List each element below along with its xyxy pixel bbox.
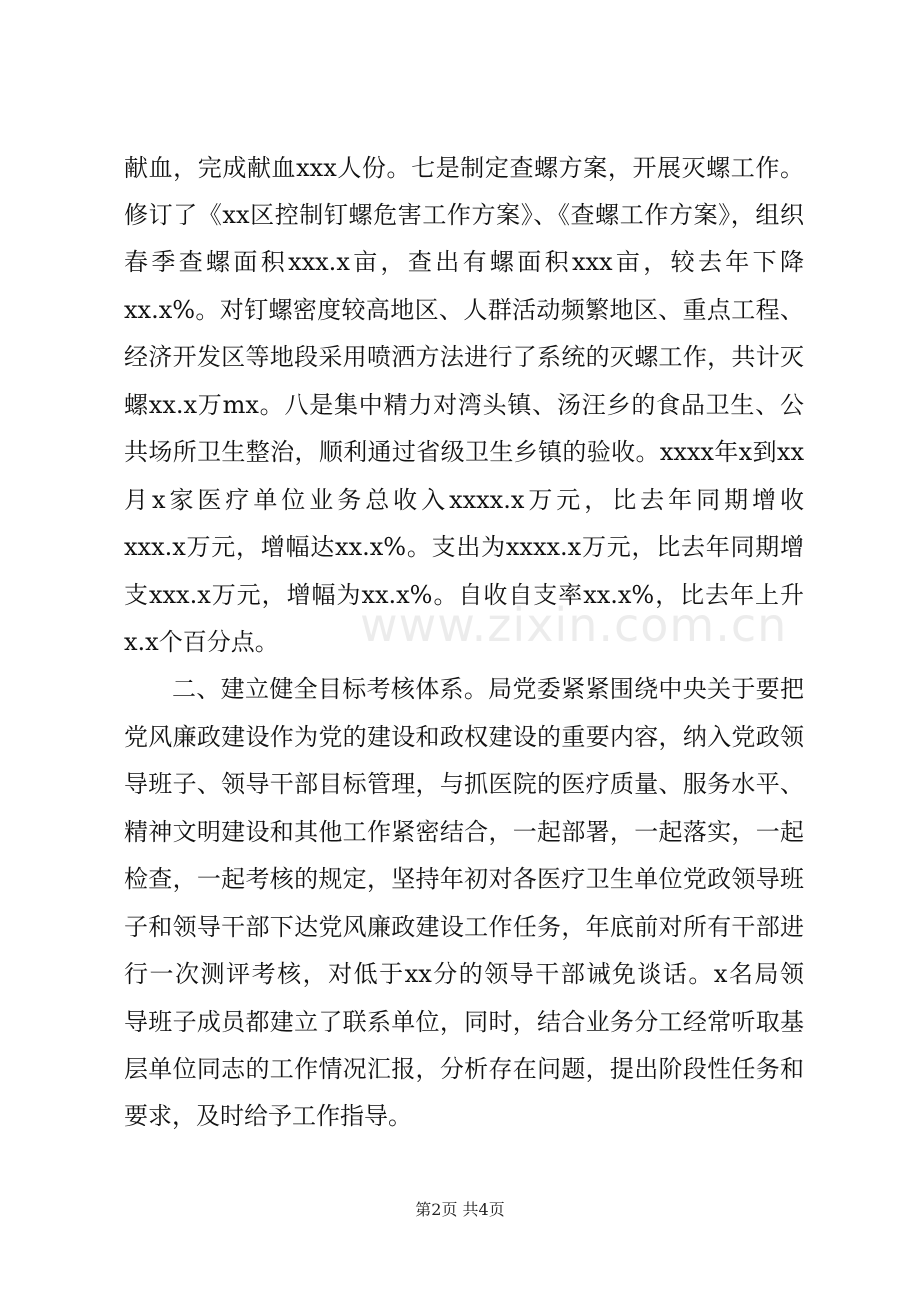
body-line: 行一次测评考核，对低于xx分的领导干部诫免谈话。x名局领 (124, 960, 804, 988)
body-line: x.x个百分点。 (124, 628, 279, 656)
body-line: 要求，及时给予工作指导。 (124, 1102, 412, 1130)
body-line: 精神文明建设和其他工作紧密结合，一起部署，一起落实，一起 (124, 818, 804, 846)
page-number-footer: 第2页 共4页 (415, 1200, 505, 1219)
body-line: 月x家医疗单位业务总收入xxxx.x万元，比去年同期增收 (124, 486, 804, 514)
body-line: 献血，完成献血xxx人份。七是制定查螺方案，开展灭螺工作。 (124, 154, 804, 182)
body-line: 导班子、领导干部目标管理，与抓医院的医疗质量、服务水平、 (124, 770, 804, 798)
body-line: 检查，一起考核的规定，坚持年初对各医疗卫生单位党政领导班 (124, 865, 804, 893)
body-line: 层单位同志的工作情况汇报，分析存在问题，提出阶段性任务和 (124, 1055, 804, 1083)
body-line: 子和领导干部下达党风廉政建设工作任务，年底前对所有干部进 (124, 913, 804, 941)
body-line: 导班子成员都建立了联系单位，同时，结合业务分工经常听取基 (124, 1008, 804, 1036)
watermark: www.zixin.com.cn (360, 598, 788, 652)
body-line: xx.x%。对钉螺密度较高地区、人群活动频繁地区、重点工程、 (124, 296, 804, 324)
paragraph-heading-line: 二、建立健全目标考核体系。局党委紧紧围绕中央关于要把 (172, 675, 804, 703)
body-line: 修订了《xx区控制钉螺危害工作方案》、《查螺工作方案》，组织 (124, 201, 804, 229)
body-line: 党风廉政建设作为党的建设和政权建设的重要内容，纳入党政领 (124, 723, 804, 751)
body-line: 支xxx.x万元，增幅为xx.x%。自收自支率xx.x%，比去年上升 (124, 581, 804, 609)
body-line: 螺xx.x万mx。八是集中精力对湾头镇、汤汪乡的食品卫生、公 (124, 391, 804, 419)
body-line: 经济开发区等地段采用喷洒方法进行了系统的灭螺工作，共计灭 (124, 343, 804, 371)
body-line: 春季查螺面积xxx.x亩，查出有螺面积xxx亩，较去年下降 (124, 248, 804, 276)
body-line: xxx.x万元，增幅达xx.x%。支出为xxxx.x万元，比去年同期增 (124, 533, 804, 561)
body-line: 共场所卫生整治，顺利通过省级卫生乡镇的验收。xxxx年x到xx (124, 438, 804, 466)
